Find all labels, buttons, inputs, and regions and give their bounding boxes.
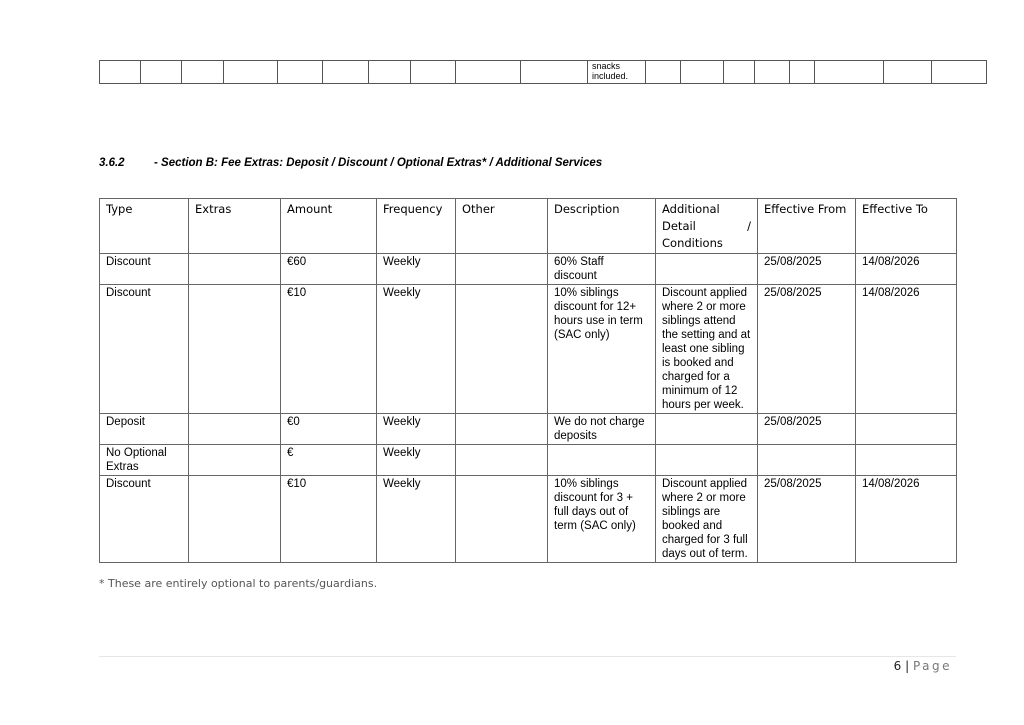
header-other: Other xyxy=(456,199,548,254)
cell-to: 14/08/2026 xyxy=(856,254,957,285)
cell-to xyxy=(856,445,957,476)
snacks-cell: snacks included. xyxy=(588,61,646,84)
page-label: Page xyxy=(912,659,952,673)
table-cell xyxy=(646,61,681,84)
cell-from xyxy=(758,445,856,476)
table-cell xyxy=(724,61,755,84)
cell-extras xyxy=(189,285,281,414)
cell-extras xyxy=(189,254,281,285)
fee-extras-table xyxy=(99,198,957,563)
table-row xyxy=(100,445,957,476)
table-row xyxy=(100,414,957,445)
header-effective-to: Effective To xyxy=(856,199,957,254)
table-header-row xyxy=(100,199,957,254)
previous-fee-table-fragment xyxy=(99,60,987,84)
table-cell xyxy=(224,61,278,84)
cell-other xyxy=(456,254,548,285)
table-cell xyxy=(278,61,323,84)
cell-other xyxy=(456,285,548,414)
cell-detail xyxy=(656,254,758,285)
cell-other xyxy=(456,445,548,476)
header-amount: Amount xyxy=(281,199,377,254)
table-cell xyxy=(100,61,141,84)
section-title: - Section B: Fee Extras: Deposit / Discount / Optional Extras* / Additional Services xyxy=(154,157,603,169)
header-detail-line2: Detail xyxy=(662,219,696,233)
cell-from: 25/08/2025 xyxy=(758,476,856,563)
section-number: 3.6.2 xyxy=(99,157,125,169)
table-row xyxy=(100,476,957,563)
cell-description: We do not charge deposits xyxy=(548,414,656,445)
cell-amount: € xyxy=(281,445,377,476)
table-cell xyxy=(790,61,815,84)
header-frequency: Frequency xyxy=(377,199,456,254)
table-row xyxy=(100,61,987,84)
cell-detail xyxy=(656,414,758,445)
cell-amount: €10 xyxy=(281,285,377,414)
cell-to: 14/08/2026 xyxy=(856,285,957,414)
cell-frequency: Weekly xyxy=(377,476,456,563)
cell-amount: €60 xyxy=(281,254,377,285)
cell-other xyxy=(456,414,548,445)
table-cell xyxy=(323,61,369,84)
cell-frequency: Weekly xyxy=(377,254,456,285)
header-detail-line1: Additional xyxy=(662,202,720,216)
table-cell xyxy=(182,61,224,84)
table-cell xyxy=(932,61,987,84)
cell-description xyxy=(548,445,656,476)
table-row xyxy=(100,285,957,414)
cell-extras xyxy=(189,476,281,563)
cell-extras xyxy=(189,445,281,476)
cell-to: 14/08/2026 xyxy=(856,476,957,563)
page-separator: | xyxy=(905,659,910,673)
table-row xyxy=(100,254,957,285)
cell-description: 10% siblings discount for 12+ hours use in term (SAC only) xyxy=(548,285,656,414)
header-type: Type xyxy=(100,199,189,254)
footer-divider xyxy=(99,656,956,657)
cell-type: Discount xyxy=(100,254,189,285)
table-cell xyxy=(369,61,411,84)
page-number: 6 xyxy=(893,659,902,673)
cell-amount: €0 xyxy=(281,414,377,445)
cell-frequency: Weekly xyxy=(377,414,456,445)
table-cell xyxy=(884,61,932,84)
table-cell xyxy=(755,61,790,84)
table-cell xyxy=(681,61,724,84)
header-extras: Extras xyxy=(189,199,281,254)
table-cell xyxy=(521,61,588,84)
section-heading xyxy=(99,157,602,169)
cell-description: 10% siblings discount for 3 + full days out of term (SAC only) xyxy=(548,476,656,563)
optional-extras-footnote: * These are entirely optional to parents/guardians. xyxy=(99,577,378,590)
cell-from: 25/08/2025 xyxy=(758,285,856,414)
table-cell xyxy=(456,61,521,84)
page-footer xyxy=(894,659,952,673)
cell-type: Discount xyxy=(100,285,189,414)
cell-frequency: Weekly xyxy=(377,445,456,476)
cell-detail: Discount applied where 2 or more siblings attend the setting and at least one sibling is booked and charged for a minimum of 12 hours per week. xyxy=(656,285,758,414)
cell-type: No Optional Extras xyxy=(100,445,189,476)
table-cell xyxy=(411,61,456,84)
cell-from: 25/08/2025 xyxy=(758,254,856,285)
header-additional-detail xyxy=(656,199,758,254)
table-cell xyxy=(815,61,884,84)
header-description: Description xyxy=(548,199,656,254)
cell-type: Discount xyxy=(100,476,189,563)
header-detail-line3: Conditions xyxy=(662,236,723,250)
header-detail-slash: / xyxy=(747,219,751,233)
cell-from: 25/08/2025 xyxy=(758,414,856,445)
header-effective-from: Effective From xyxy=(758,199,856,254)
cell-extras xyxy=(189,414,281,445)
cell-detail: Discount applied where 2 or more siblings are booked and charged for 3 full days out of term. xyxy=(656,476,758,563)
cell-amount: €10 xyxy=(281,476,377,563)
cell-type: Deposit xyxy=(100,414,189,445)
table-cell xyxy=(141,61,182,84)
cell-description: 60% Staff discount xyxy=(548,254,656,285)
cell-frequency: Weekly xyxy=(377,285,456,414)
cell-other xyxy=(456,476,548,563)
cell-to xyxy=(856,414,957,445)
cell-detail xyxy=(656,445,758,476)
